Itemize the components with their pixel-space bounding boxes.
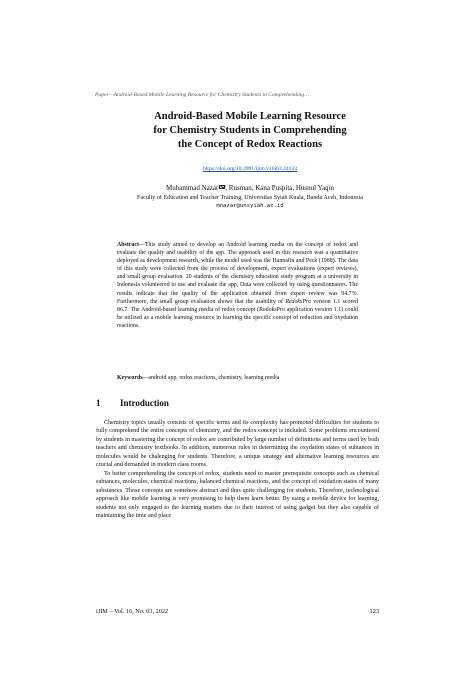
abstract-app-name: RedoksPro bbox=[285, 298, 311, 305]
author-list bbox=[80, 184, 420, 193]
co-authors: , Rusman, Kana Puspita, Husnul Yaqin bbox=[225, 184, 334, 192]
keywords-text: —android app, redox reactions, chemistry, learning media bbox=[142, 375, 280, 381]
section-number: 1 bbox=[96, 398, 101, 408]
abstract bbox=[117, 241, 358, 330]
running-head: Paper—Android-Based Mobile Learning Resource for Chemistry Students in Comprehending… bbox=[95, 92, 310, 98]
footer-journal: iJIM – Vol. 16, No. 03, 2022 bbox=[96, 608, 169, 615]
paragraph: Chemistry topics usually consists of specific terms and its complexity has promoted difficulties for students to fully comprehend the entire concepts of chemistry, and the redox concept is included. Some problems encountered by students in mastering the concept of redox are contributed by large number of definitions and terms used by both teachers and chemistry textbooks. In addition, numerous rules in determining the oxydation states of subtances in molecules would be chalenging for students. Therefore, a unique strategy and alternative learning resources are crucial and demanded in modern class rooms. bbox=[96, 420, 379, 469]
section-heading bbox=[96, 398, 169, 408]
keywords-label: Keywords bbox=[117, 375, 143, 381]
paper-title bbox=[80, 110, 420, 152]
doi-link[interactable]: https://doi.org/10.3991/ijim.v16i03.24133 bbox=[202, 166, 298, 172]
abstract-text: —This study aimed to develop an Android learning media on the concept of redox and evaluate the quality and usability of the app. The approach used in this research was a quantitative deployed as development research, while the model used was the Hannafin and Peck (1988). The data of this study were collected from the process of development, expert evaluations (expert reviews), and small group evaluation. 20 students of the chemistry education study program at a university in Indonesia volunteered to use and evaluate the app, Data were collected by using questionnaires. The results indicate that the quality of the application obtained from expert review was 94.7%. Furthermore, the small group evaluation shows that the usability of bbox=[117, 242, 358, 305]
affiliation: Faculty of Education and Teacher Training, Universitas Syiah Kuala, Banda Aceh, Indonesia bbox=[137, 195, 363, 201]
keywords bbox=[117, 375, 358, 381]
section-title: Introduction bbox=[120, 398, 169, 408]
envelope-icon bbox=[219, 185, 225, 189]
author-email[interactable]: mnazar@unsyiah.ac.id bbox=[216, 203, 284, 209]
title-line: for Chemistry Students in Comprehending bbox=[153, 125, 347, 136]
corresponding-author: Muhammad Nazar bbox=[166, 184, 219, 192]
abstract-label: Abstract bbox=[117, 242, 139, 248]
abstract-text-end: version 1.1 scored 86.7. The Android-based learning media of redox concept (RedoksPro application version 1.1) could be utilized as a mobile learning resource in learning the specific concept of reduction and oxydation reactions. bbox=[117, 298, 358, 329]
title-line: the Concept of Redox Reactions bbox=[177, 139, 323, 150]
paragraph: To better comprehending the concept of redox, students need to master prerequisite concepts such as chemical subtances, molecules, chemical reactions, balanced chemical reactions, and the concept of oxidation states of many substances. Those concepts are somehow abstract and thus quite challenging for students. Therefore, technological approach like mobile learning is very promising to help them learn better. By using a mobile device for learning, students not only engaged to the learning matters due to their interest of using gadget but they also capable of maintaining the time and place bbox=[96, 470, 379, 519]
title-line: Android-Based Mobile Learning Resource bbox=[154, 111, 346, 122]
footer-page-number: 123 bbox=[369, 608, 379, 615]
body-text bbox=[96, 419, 379, 520]
